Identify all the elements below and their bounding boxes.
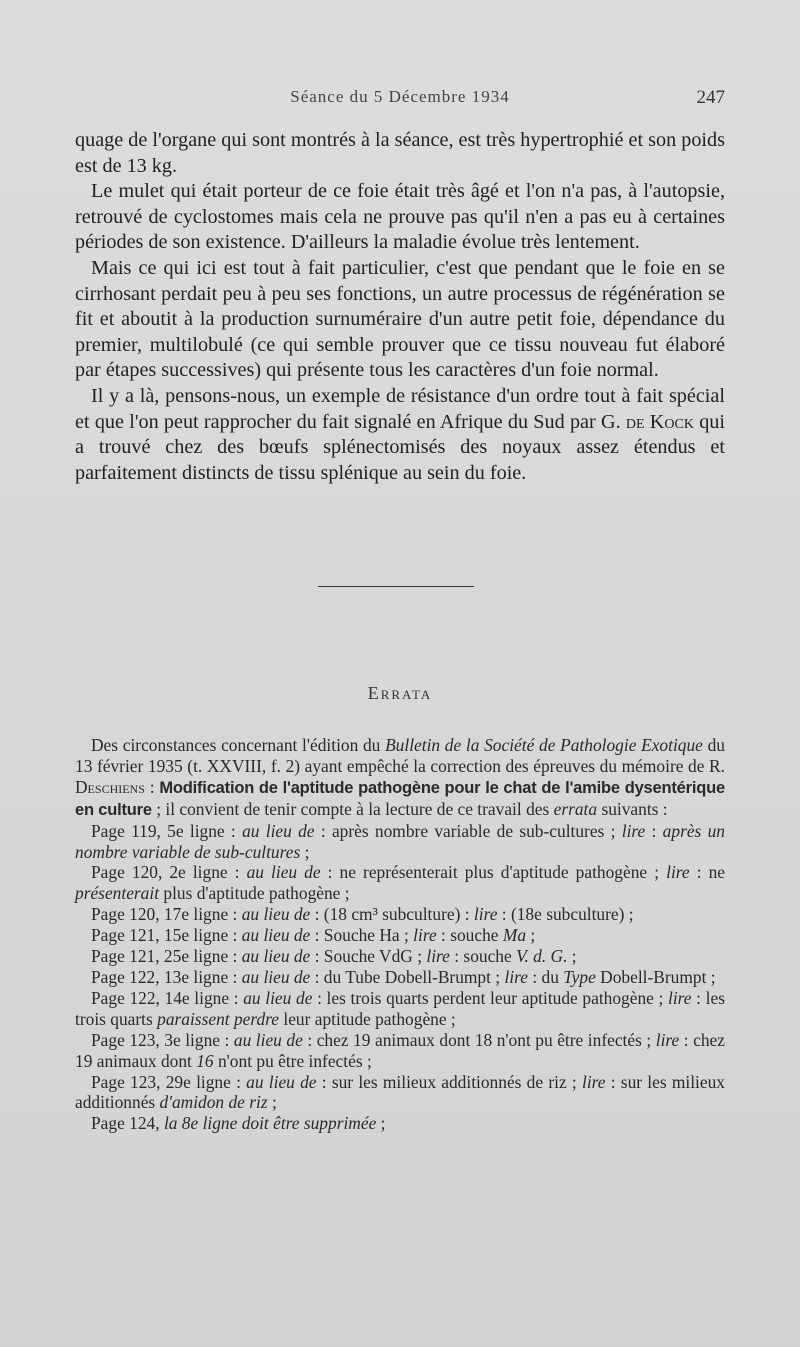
erratum-correction: Type	[563, 966, 596, 987]
lire-label: lire	[413, 925, 437, 946]
erratum-original: : du Tube Dobell-Brumpt ;	[310, 966, 505, 987]
erratum-original: : Souche VdG ;	[310, 946, 427, 967]
intro-text-d: ; il convient de tenir compte à la lecture de ce travail des	[151, 798, 554, 819]
erratum-location: Page 122, 14e ligne :	[91, 987, 244, 1008]
au-lieu-de-label: au lieu de	[241, 966, 311, 987]
erratum-location: Page 119, 5e ligne :	[91, 820, 243, 841]
paragraph-3: Mais ce qui ici est tout à fait particulier, c'est que pendant que le foie en se cirrhosant perdait peu à peu ses fonctions, un autre processus de régénération se fit et aboutit à la production surnuméraire d'un autre petit foie, dépendance du premier, multilobulé (ce qui semble prouver que ce tissu nouveau fut élaboré par étapes successives) qui présente tous les caractères d'un foie normal.	[75, 256, 725, 382]
erratum-original: : sur les milieux additionnés de riz ;	[316, 1071, 582, 1092]
erratum-separator: : du	[528, 966, 564, 987]
lire-label: lire	[666, 862, 690, 883]
erratum-correction: : (18e subculture) ;	[497, 904, 634, 925]
intro-text-b: du 13 février 1935 (t. XXVIII, f. 2) ayant empêché la correction des épreuves du mémoire de R.	[75, 735, 725, 776]
au-lieu-de-label: au lieu de	[241, 904, 311, 925]
au-lieu-de-label: au lieu de	[243, 987, 313, 1008]
erratum-end: ;	[300, 841, 310, 862]
erratum-original: : après nombre variable de sub-cultures ;	[314, 820, 622, 841]
errata-title: Errata	[367, 683, 433, 703]
erratum-location: Page 122, 13e ligne :	[91, 966, 242, 987]
au-lieu-de-label: au lieu de	[233, 1029, 303, 1050]
erratum-separator: : sur les milieux additionnés	[75, 1071, 725, 1113]
erratum-end: Dobell-Brumpt ;	[595, 966, 716, 987]
erratum-end: ;	[267, 1092, 277, 1113]
erratum-original: : Souche Ha ;	[310, 925, 414, 946]
lire-label: lire	[668, 987, 692, 1008]
erratum-entry	[75, 821, 725, 863]
au-lieu-de-label: au lieu de	[246, 862, 321, 883]
erratum-location: Page 123, 3e ligne :	[91, 1029, 234, 1050]
erratum-entry	[75, 925, 725, 946]
paragraph-4	[75, 384, 725, 486]
erratum-end: ;	[526, 925, 536, 946]
erratum-location: Page 121, 15e ligne :	[91, 925, 242, 946]
paragraph-4-text-b: qui a trouvé chez des bœufs splénectomisés des noyaux assez étendus et parfaitement distincts de tissu splénique au sein du foie.	[75, 410, 725, 484]
erratum-original: : ne représenterait plus d'aptitude pathogène ;	[320, 862, 667, 883]
lire-label: lire	[473, 904, 498, 925]
erratum-correction: après un nombre variable de sub-cultures	[75, 820, 725, 862]
lire-label: lire	[655, 1029, 680, 1050]
erratum-end: ;	[567, 946, 577, 967]
erratum-correction: d'amidon de riz	[159, 1092, 268, 1113]
errata-word: errata	[553, 798, 598, 819]
au-lieu-de-label: au lieu de	[241, 946, 311, 967]
au-lieu-de-label: au lieu de	[242, 820, 315, 841]
paragraph-1: quage de l'organe qui sont montrés à la séance, est très hypertrophié et son poids est de 13 kg.	[75, 129, 725, 177]
memoir-title: Modification de l'aptitude pathogène pour le chat de l'amibe dysentérique en culture	[75, 778, 725, 819]
erratum-location: Page 124,	[91, 1113, 164, 1134]
erratum-entry	[75, 967, 725, 988]
erratum-entry	[75, 862, 725, 904]
errata-intro	[75, 735, 725, 821]
paragraph-2: Le mulet qui était porteur de ce foie était très âgé et l'on n'a pas, à l'autopsie, retrouvé de cyclostomes mais cela ne prouve pas qu'il n'en a pas eu à certaines périodes de son existence. D'ailleurs la maladie évolue très lentement.	[75, 180, 725, 254]
erratum-end: plus d'aptitude pathogène ;	[159, 883, 350, 904]
erratum-correction: la 8e ligne doit être supprimée	[163, 1113, 377, 1134]
erratum-entry	[75, 1113, 725, 1134]
erratum-original: : les trois quarts perdent leur aptitude pathogène ;	[312, 987, 669, 1008]
erratum-location: Page 121, 25e ligne :	[91, 946, 242, 967]
lire-label: lire	[621, 820, 646, 841]
erratum-location: Page 120, 2e ligne :	[91, 862, 247, 883]
journal-title: Bulletin de la Société de Pathologie Exotique	[385, 735, 703, 755]
au-lieu-de-label: au lieu de	[241, 925, 311, 946]
errata-section	[75, 735, 725, 1134]
erratum-correction: 16	[196, 1050, 214, 1071]
erratum-location: Page 123, 29e ligne :	[91, 1071, 247, 1092]
intro-text-c: :	[144, 776, 160, 797]
page-number: 247	[696, 87, 725, 108]
author-name: G. de Kock	[601, 410, 694, 433]
erratum-location: Page 120, 17e ligne :	[91, 904, 242, 925]
body-text	[75, 128, 725, 486]
paragraph-4-text-a: Il y a là, pensons-nous, un exemple de résistance d'un ordre tout à fait spécial et que l'on peut rapprocher du fait signalé en Afrique du Sud par	[75, 384, 725, 433]
erratum-entry	[75, 1030, 725, 1072]
erratum-entry	[75, 988, 725, 1030]
erratum-correction: présenterait	[75, 883, 160, 904]
erratum-separator: : souche	[436, 925, 503, 946]
lire-label: lire	[504, 966, 529, 987]
erratum-separator: :	[645, 820, 663, 841]
lire-label: lire	[426, 946, 450, 967]
erratum-correction: Ma	[502, 925, 527, 946]
erratum-separator: : ne	[689, 862, 725, 883]
erratum-separator: : les trois quarts	[75, 987, 725, 1029]
author-name: Deschiens	[75, 776, 145, 797]
erratum-end: n'ont pu être infectés ;	[213, 1050, 372, 1071]
erratum-original: : (18 cm³ subculture) :	[310, 904, 474, 925]
erratum-entry	[75, 946, 725, 967]
erratum-original: : chez 19 animaux dont 18 n'ont pu être infectés ;	[302, 1029, 656, 1050]
running-head: Séance du 5 Décembre 1934	[290, 87, 510, 106]
erratum-correction: V. d. G.	[516, 946, 568, 967]
au-lieu-de-label: au lieu de	[246, 1071, 317, 1092]
erratum-separator: : chez 19 animaux dont	[75, 1029, 725, 1071]
lire-label: lire	[581, 1071, 606, 1092]
intro-text-a: Des circonstances concernant l'édition du	[91, 735, 386, 755]
erratum-end: ;	[376, 1113, 386, 1134]
section-divider	[318, 586, 474, 587]
erratum-separator: : souche	[449, 946, 517, 967]
erratum-end: leur aptitude pathogène ;	[279, 1008, 456, 1029]
erratum-correction: paraissent perdre	[157, 1008, 280, 1029]
erratum-entry	[75, 904, 725, 925]
erratum-entry	[75, 1072, 725, 1114]
intro-text-e: suivants :	[597, 798, 668, 819]
page-header	[75, 87, 725, 113]
